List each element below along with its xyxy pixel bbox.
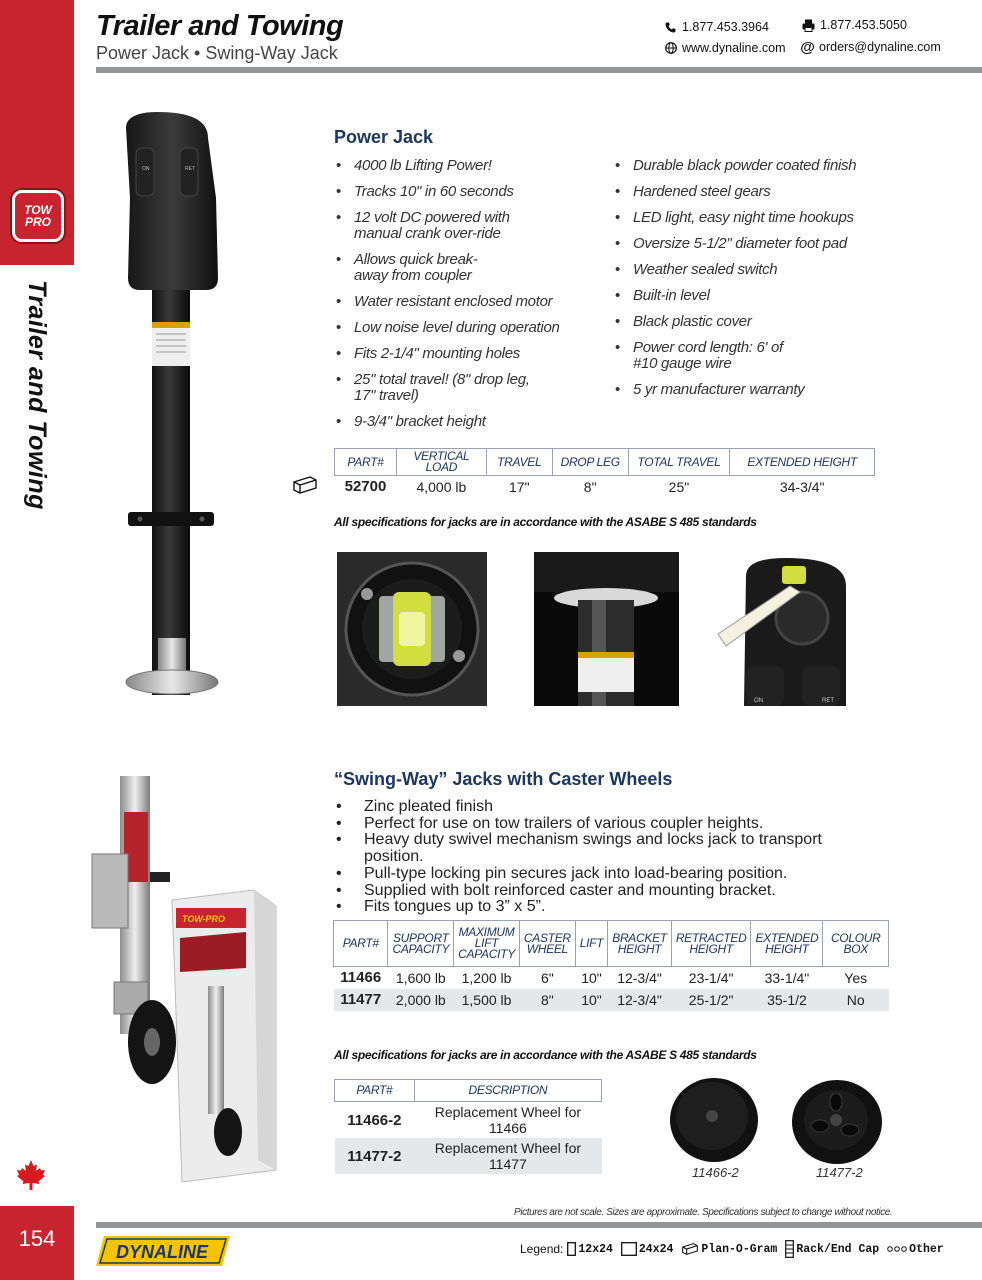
wheel-caption: 11466-2 [692, 1165, 739, 1180]
wheel-caption: 11477-2 [816, 1165, 863, 1180]
feature-item: • Durable black powder coated finish [615, 158, 895, 174]
feature-item: • Supplied with bolt reinforced caster and mounting bracket. [334, 883, 844, 900]
column-header: PART# [334, 921, 388, 967]
plan-o-gram-icon [681, 1243, 699, 1255]
feature-item: • Power cord length: 6' of #10 gauge wire [615, 340, 790, 372]
table-cell: 17" [509, 478, 530, 495]
column-header: TOTAL TRAVEL [628, 449, 730, 476]
column-header: BRACKET HEIGHT [608, 921, 672, 967]
svg-text:RET: RET [185, 166, 195, 172]
feature-item: • Built-in level [615, 288, 895, 304]
logo-line-2: PRO [24, 215, 51, 229]
website-link[interactable]: www.dynaline.com [682, 41, 786, 55]
feature-item: • 5 yr manufacturer warranty [615, 382, 895, 398]
plan-o-gram-icon [292, 476, 318, 494]
contact-website[interactable] [664, 41, 786, 55]
table-cell: 25-1/2" [671, 989, 751, 1011]
column-header: PART# [335, 449, 397, 476]
feature-item: • Oversize 5-1/2" diameter foot pad [615, 236, 895, 252]
table-cell: 10" [581, 969, 602, 986]
page-number: 154 [18, 1226, 56, 1251]
swing-jack-photo [90, 772, 285, 1182]
legend-item-label: Other [909, 1242, 944, 1256]
power-jack-features-left [336, 158, 576, 440]
legend-item-other [887, 1243, 944, 1256]
part-number: 11466 [340, 969, 382, 987]
header-divider [96, 67, 982, 73]
feature-item: • Perfect for use on tow trailers of various coupler heights. [334, 816, 844, 833]
table-cell: 8" [519, 989, 575, 1011]
table-cell: 23-1/4" [688, 969, 734, 986]
column-header: SUPPORT CAPACITY [388, 921, 454, 967]
legend-item-label: 24x24 [638, 1242, 674, 1256]
table-row [335, 476, 875, 498]
tow-pro-logo [12, 190, 64, 242]
column-header: VERTICAL LOAD [396, 449, 486, 476]
shelf-12x24-icon [567, 1242, 576, 1256]
brand-text: DYNALINE [115, 1242, 209, 1262]
legend-item-label: Plan-O-Gram [701, 1242, 778, 1256]
table-cell: Replacement Wheel for 11477 [414, 1138, 601, 1174]
logo-line-1: TOW [24, 203, 52, 217]
part-number: 11466-2 [347, 1111, 402, 1129]
globe-icon [664, 42, 677, 55]
legend-item-planogram [681, 1243, 777, 1256]
feature-item: • Fits 2-1/4" mounting holes [336, 346, 576, 362]
legend-item-label: 12x24 [578, 1242, 613, 1256]
column-header: RETRACTED HEIGHT [671, 921, 751, 967]
feature-item: • Fits tongues up to 3” x 5”. [334, 899, 844, 916]
feature-item: • 12 volt DC powered with manual crank over-ride [336, 210, 541, 242]
table-cell: Yes [844, 969, 868, 986]
feature-item: • Allows quick break-away from coupler [336, 252, 496, 284]
wheel-11477-2-photo [790, 1078, 884, 1166]
legend-label: Legend: [520, 1242, 564, 1256]
power-jack-photo [118, 108, 228, 700]
table-cell: 25" [668, 478, 690, 495]
feature-item: • Zinc pleated finish [334, 799, 844, 816]
replacement-wheel-table [334, 1079, 602, 1174]
column-header: DESCRIPTION [414, 1080, 601, 1102]
table-cell: 12-3/4" [608, 989, 672, 1011]
crank-detail-photo [716, 556, 851, 710]
feature-item: • Water resistant enclosed motor [336, 294, 576, 310]
feature-item: • Pull-type locking pin secures jack into load-bearing position. [334, 866, 844, 883]
feature-item: • Tracks 10" in 60 seconds [336, 184, 576, 200]
table-row [334, 989, 889, 1011]
wheel-11466-2-photo [668, 1076, 760, 1164]
table-header-row [335, 1080, 602, 1102]
column-header: CASTER WHEEL [519, 921, 575, 967]
svg-text:ON: ON [142, 166, 150, 172]
fax-icon [802, 19, 815, 32]
power-jack-features-right [615, 158, 895, 408]
dynaline-logo [96, 1236, 230, 1266]
table-cell: 35-1/2 [751, 989, 823, 1011]
asabe-note: All specifications for jacks are in accordance with the ASABE S 485 standards [334, 515, 757, 529]
column-header: LIFT [575, 921, 607, 967]
page-subtitle: Power Jack • Swing-Way Jack [96, 43, 338, 63]
rack-end-cap-icon [785, 1240, 794, 1258]
table-cell: 4,000 lb [416, 478, 467, 495]
legend-item-12x24 [567, 1242, 613, 1256]
feature-item: • 25" total travel! (8" drop leg, 17" travel) [336, 372, 531, 404]
feature-item: • 4000 lb Lifting Power! [336, 158, 576, 174]
sidebar [0, 0, 74, 1280]
section-label: Trailer and Towing [23, 280, 51, 510]
column-header: MAXIMUM LIFT CAPACITY [454, 921, 520, 967]
power-jack-title: Power Jack [334, 127, 434, 147]
contact-phone [664, 20, 769, 34]
column-header: PART# [335, 1080, 415, 1102]
part-number: 52700 [344, 478, 387, 496]
column-header: COLOUR BOX [823, 921, 889, 967]
feature-item: • Weather sealed switch [615, 262, 895, 278]
phone-number: 1.877.453.3964 [682, 20, 769, 34]
disclaimer: Pictures are not scale. Sizes are approximate. Specifications subject to change without notice. [514, 1207, 893, 1218]
feature-item: • Heavy duty swivel mechanism swings and locks jack to transport position. [334, 832, 844, 865]
column-header: TRAVEL [486, 449, 552, 476]
feature-item: • Low noise level during operation [336, 320, 576, 336]
at-icon: @ [800, 38, 815, 56]
power-jack-spec-table [334, 448, 875, 498]
photo-label-ret: RET [822, 698, 834, 704]
led-light-detail-photo [534, 552, 679, 706]
table-cell: 34-3/4" [779, 478, 825, 495]
table-cell: 6" [540, 969, 554, 986]
legend [520, 1240, 948, 1258]
other-circles-icon [887, 1245, 907, 1253]
table-cell: 1,600 lb [395, 969, 446, 986]
column-header: DROP LEG [552, 449, 628, 476]
fax-number: 1.877.453.5050 [820, 18, 907, 32]
table-cell: Replacement Wheel for 11466 [434, 1104, 582, 1136]
maple-leaf-icon [14, 1158, 48, 1192]
level-detail-photo [337, 552, 487, 706]
contact-fax [802, 18, 907, 32]
footer-divider [96, 1222, 982, 1228]
table-cell: 1,200 lb [461, 969, 512, 986]
table-cell: 10" [575, 989, 607, 1011]
legend-item-rack [785, 1240, 879, 1258]
legend-item-label: Rack/End Cap [796, 1242, 880, 1256]
table-cell: 33-1/4" [764, 969, 810, 986]
table-header-row [335, 449, 875, 476]
swing-jack-title: “Swing-Way” Jacks with Caster Wheels [334, 769, 673, 789]
page-title: Trailer and Towing [96, 10, 344, 42]
part-number: 11477 [334, 989, 388, 1011]
swing-jack-spec-table [333, 920, 889, 1011]
table-row [335, 1102, 602, 1139]
table-cell: 2,000 lb [388, 989, 454, 1011]
box-brand-label: TOW-PRO [182, 914, 225, 924]
asabe-note: All specifications for jacks are in accordance with the ASABE S 485 standards [334, 1048, 757, 1062]
feature-item: • Black plastic cover [615, 314, 895, 330]
photo-label-on: ON [754, 698, 763, 704]
feature-item: • LED light, easy night time hookups [615, 210, 895, 226]
part-number: 11477-2 [335, 1138, 415, 1174]
feature-item: • 9-3/4" bracket height [336, 414, 576, 430]
legend-item-24x24 [621, 1242, 674, 1256]
column-header: EXTENDED HEIGHT [730, 449, 875, 476]
table-cell: 12-3/4" [617, 969, 662, 986]
table-row [334, 967, 889, 989]
table-header-row [334, 921, 889, 967]
table-row [335, 1138, 602, 1174]
contact-email[interactable] [801, 40, 941, 54]
feature-item: • Hardened steel gears [615, 184, 895, 200]
table-cell: 1,500 lb [454, 989, 520, 1011]
shelf-24x24-icon [621, 1242, 637, 1256]
table-cell: 8" [583, 478, 597, 495]
swing-jack-features [334, 799, 844, 916]
column-header: EXTENDED HEIGHT [751, 921, 823, 967]
email-link[interactable]: orders@dynaline.com [819, 40, 941, 54]
phone-icon [664, 21, 677, 34]
table-cell: No [823, 989, 889, 1011]
